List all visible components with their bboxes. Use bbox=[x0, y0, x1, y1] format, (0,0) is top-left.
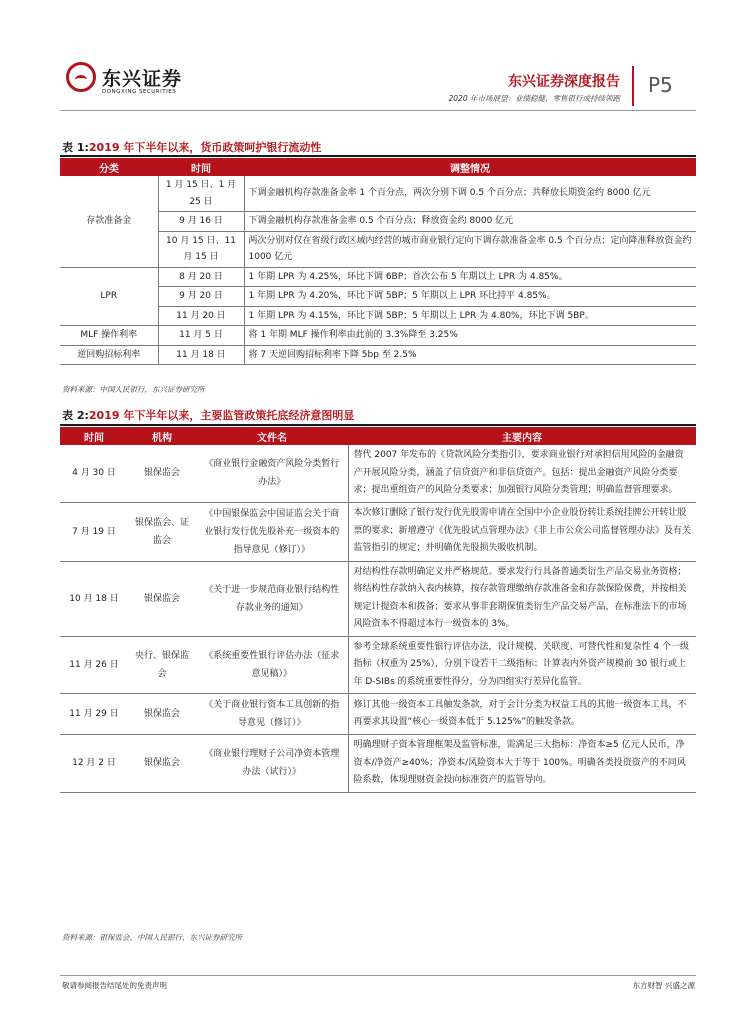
time-cell: 11 月 18 日 bbox=[158, 345, 244, 365]
table1 bbox=[60, 158, 696, 365]
doc-cell: 《商业银行理财子公司净资本管理办法（试行）》 bbox=[196, 735, 348, 793]
table1-caption bbox=[62, 139, 321, 155]
detail-cell: 将 7 天逆回购招标利率下降 5bp 至 2.5% bbox=[244, 345, 696, 365]
table2-header-doc: 文件名 bbox=[196, 427, 348, 445]
content-cell: 替代 2007 年发布的《贷款风险分类指引》，要求商业银行对承担信用风险的金融资产开展风险分类，涵盖了信贷资产和非信贷资产。包括：提出金融资产风险分类要求；提出重组资产的风险分类要求；加强银行风险分类管理；明确监督管理要求。 bbox=[348, 445, 696, 502]
content-cell: 对结构性存款明确定义并严格规范。要求发行行具备普通类衍生产品交易业务资格；将结构性存款纳入表内核算，按存款管理缴纳存款准备金和存款保险保费，并按相关规定计提资本和拨备；要求从事非套期保值类衍生产品交易产品，在标准法下的市场风险资本不得超过本行一级资本的 3%。 bbox=[348, 561, 696, 636]
table2-top-rule bbox=[60, 424, 696, 426]
table1-header-category: 分类 bbox=[60, 158, 158, 176]
doc-cell: 《系统重要性银行评估办法（征求意见稿）》 bbox=[196, 636, 348, 694]
table1-header-detail: 调整情况 bbox=[244, 158, 696, 176]
report-title: 东兴证券深度报告 bbox=[508, 74, 620, 90]
doc-cell: 《中国银保监会中国证监会关于商业银行发行优先股补充一级资本的指导意见（修订）》 bbox=[196, 502, 348, 561]
table-row bbox=[60, 176, 696, 212]
page-number: P5 bbox=[648, 73, 673, 97]
content-cell: 修订其他一级资本工具触发条款，对于会计分类为权益工具的其他一级资本工具，不再要求其设置“核心一级资本低于 5.125%”的触发条款。 bbox=[348, 694, 696, 735]
category-cell: MLF 操作利率 bbox=[60, 326, 158, 346]
table-row bbox=[60, 561, 696, 636]
detail-cell: 1 年期 LPR 为 4.15%，环比下调 5BP；5 年期以上 LPR 为 4.80%，环比下调 5BP。 bbox=[244, 306, 696, 326]
table-row bbox=[60, 445, 696, 502]
content-cell: 明确理财子资本管理框架及监管标准，需满足三大指标：净资本≥5 亿元人民币，净资本/净资产≥40%；净资本/风险资本大于等于 100%。明确各类投资资产的不同风险系数，体现理财资金投向标准资产的监管导向。 bbox=[348, 735, 696, 793]
logo-en-text: DONGXING SECURITIES bbox=[102, 89, 177, 95]
time-cell: 11 月 29 日 bbox=[60, 694, 128, 735]
detail-cell: 1 年期 LPR 为 4.25%，环比下调 6BP；首次公布 5 年期以上 LPR 为 4.85%。 bbox=[244, 267, 696, 287]
agency-cell: 银保监会 bbox=[128, 694, 196, 735]
agency-cell: 银保监会 bbox=[128, 445, 196, 502]
table-row bbox=[60, 636, 696, 694]
time-cell: 9 月 20 日 bbox=[158, 287, 244, 307]
category-cell: LPR bbox=[60, 267, 158, 326]
table-row bbox=[60, 694, 696, 735]
logo-cn-text: 东兴证券 bbox=[102, 68, 183, 90]
agency-cell: 银保监会、证监会 bbox=[128, 502, 196, 561]
table1-source: 资料来源：中国人民银行，东兴证券研究所 bbox=[62, 385, 205, 394]
table2-source: 资料来源：银保监会、中国人民银行，东兴证券研究所 bbox=[62, 933, 242, 942]
doc-cell: 《关于商业银行资本工具创新的指导意见（修订）》 bbox=[196, 694, 348, 735]
table1-caption-prefix: 表 1: bbox=[62, 141, 89, 154]
table2-header-row bbox=[60, 427, 696, 445]
footer-rule bbox=[60, 975, 696, 976]
content-cell: 本次修订删除了银行发行优先股需申请在全国中小企业股份转让系统挂牌公开转让股票的要求；新增遵守《优先股试点管理办法》《非上市公众公司监督管理办法》及有关监管指引的规定；并明确优先股损失吸收机制。 bbox=[348, 502, 696, 561]
time-cell: 1 月 15 日、1 月 25 日 bbox=[158, 176, 244, 212]
table2-header-content: 主要内容 bbox=[348, 427, 696, 445]
header-divider bbox=[632, 66, 634, 106]
header-rule bbox=[60, 110, 696, 111]
doc-cell: 《关于进一步规范商业银行结构性存款业务的通知》 bbox=[196, 561, 348, 636]
detail-cell: 两次分别对仅在省级行政区域内经营的城市商业银行定向下调存款准备金率 0.5 个百分点；定向降准释放资金约 1000 亿元 bbox=[244, 231, 696, 267]
time-cell: 8 月 20 日 bbox=[158, 267, 244, 287]
doc-cell: 《商业银行金融资产风险分类暂行办法》 bbox=[196, 445, 348, 502]
time-cell: 11 月 20 日 bbox=[158, 306, 244, 326]
detail-cell: 下调金融机构存款准备金率 0.5 个百分点；释放资金约 8000 亿元 bbox=[244, 212, 696, 232]
footer-slogan: 东方财智 兴盛之源 bbox=[632, 981, 695, 990]
table2-header-agency: 机构 bbox=[128, 427, 196, 445]
time-cell: 4 月 30 日 bbox=[60, 445, 128, 502]
table-row bbox=[60, 502, 696, 561]
page-header bbox=[0, 0, 755, 112]
detail-cell: 1 年期 LPR 为 4.20%，环比下调 5BP；5 年期以上 LPR 环比持平 4.85%。 bbox=[244, 287, 696, 307]
detail-cell: 将 1 年期 MLF 操作利率由此前的 3.3%降至 3.25% bbox=[244, 326, 696, 346]
table2 bbox=[60, 427, 696, 793]
table1-header-time: 时间 bbox=[158, 158, 244, 176]
agency-cell: 央行、银保监会 bbox=[128, 636, 196, 694]
table-row bbox=[60, 735, 696, 793]
table-row bbox=[60, 345, 696, 365]
table2-caption-prefix: 表 2: bbox=[62, 409, 89, 422]
time-cell: 9 月 16 日 bbox=[158, 212, 244, 232]
category-cell: 逆回购招标利率 bbox=[60, 345, 158, 365]
table-row bbox=[60, 326, 696, 346]
footer-disclaimer: 敬请参阅报告结尾处的免责声明 bbox=[62, 981, 167, 990]
table1-caption-text: 2019 年下半年以来，货币政策呵护银行流动性 bbox=[88, 141, 322, 154]
table-row bbox=[60, 267, 696, 287]
report-subtitle: 2020 年市场展望：业绩稳健，零售银行成持续领跑 bbox=[448, 94, 620, 103]
agency-cell: 银保监会 bbox=[128, 735, 196, 793]
detail-cell: 下调金融机构存款准备金率 1 个百分点，两次分别下调 0.5 个百分点；共释放长期资金约 8000 亿元 bbox=[244, 176, 696, 212]
table2-caption-text: 2019 年下半年以来，主要监管政策托底经济意图明显 bbox=[88, 409, 355, 422]
time-cell: 7 月 19 日 bbox=[60, 502, 128, 561]
agency-cell: 银保监会 bbox=[128, 561, 196, 636]
company-logo bbox=[66, 62, 186, 104]
time-cell: 10 月 18 日 bbox=[60, 561, 128, 636]
time-cell: 11 月 26 日 bbox=[60, 636, 128, 694]
table1-header-row bbox=[60, 158, 696, 176]
table2-header-time: 时间 bbox=[60, 427, 128, 445]
table1-top-rule bbox=[60, 155, 696, 157]
time-cell: 11 月 5 日 bbox=[158, 326, 244, 346]
content-cell: 参考全球系统重要性银行评估办法，设计规模、关联度、可替代性和复杂性 4 个一级指标（权重为 25%），分别下设若干二级指标；计算表内外资产规模前 30 银行或上年 D-SIBs 的系统重要性得分，分为四组实行差异化监管。 bbox=[348, 636, 696, 694]
category-cell: 存款准备金 bbox=[60, 176, 158, 267]
time-cell: 12 月 2 日 bbox=[60, 735, 128, 793]
table2-caption bbox=[62, 407, 354, 423]
time-cell: 10 月 15 日、11 月 15 日 bbox=[158, 231, 244, 267]
logo-mark-icon bbox=[66, 62, 96, 92]
